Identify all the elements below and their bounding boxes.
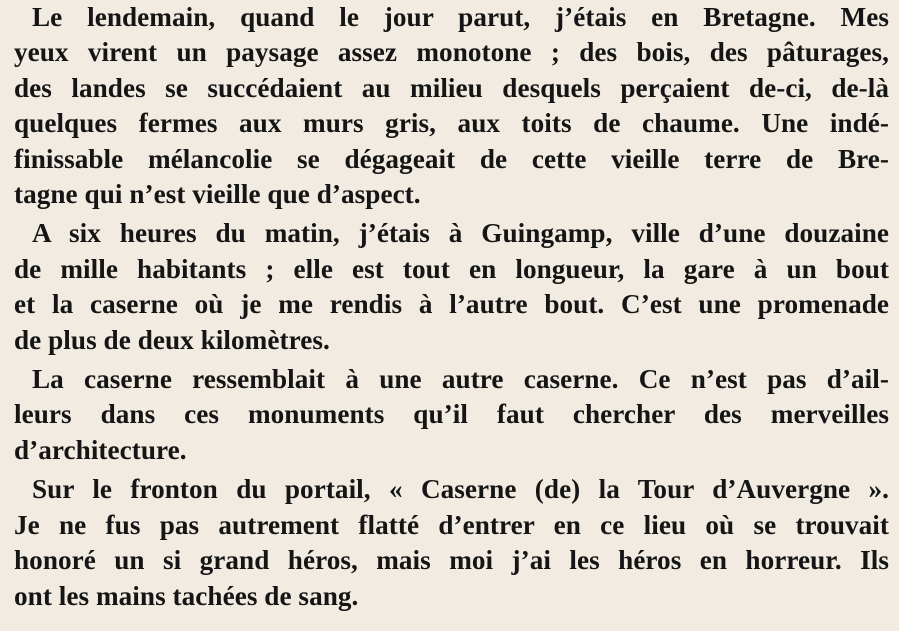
text-line: tagne qui n’est vieille que d’aspect.: [14, 179, 421, 210]
text-line: A six heures du matin, j’étais à Guingamp, ville d’une douzaine: [32, 218, 889, 249]
text-line: des landes se succédaient au milieu desquels perçaient de-ci, de-là: [14, 72, 889, 103]
text-line: La caserne ressemblait à une autre caserne. Ce n’est pas d’ail-: [32, 364, 889, 395]
paragraph-2: [14, 216, 889, 358]
text-line: d’architecture.: [14, 434, 187, 465]
text-line: Sur le fronton du portail, « Caserne (de) la Tour d’Auvergne ».: [32, 474, 889, 505]
paragraph-4: [14, 472, 889, 614]
text-line: Le lendemain, quand le jour parut, j’étais en Bretagne. Mes: [32, 2, 889, 32]
text-line: ont les mains tachées de sang.: [14, 580, 359, 611]
body-text: [14, 0, 889, 614]
text-line: yeux virent un paysage assez monotone ; des bois, des pâturages,: [14, 37, 889, 68]
paragraph-1: [14, 0, 889, 212]
text-line: de mille habitants ; elle est tout en longueur, la gare à un bout: [14, 253, 889, 284]
text-line: leurs dans ces monuments qu’il faut chercher des merveilles: [14, 399, 889, 430]
text-line: Je ne fus pas autrement flatté d’entrer en ce lieu où se trouvait: [14, 509, 889, 540]
text-line: de plus de deux kilomètres.: [14, 324, 330, 355]
text-line: et la caserne où je me rendis à l’autre bout. C’est une promenade: [14, 289, 889, 320]
paragraph-3: [14, 362, 889, 468]
text-line: finissable mélancolie se dégageait de cette vieille terre de Bre-: [14, 143, 889, 174]
text-line: quelques fermes aux murs gris, aux toits de chaume. Une indé-: [14, 108, 889, 139]
text-line: honoré un si grand héros, mais moi j’ai les héros en horreur. Ils: [14, 545, 889, 576]
